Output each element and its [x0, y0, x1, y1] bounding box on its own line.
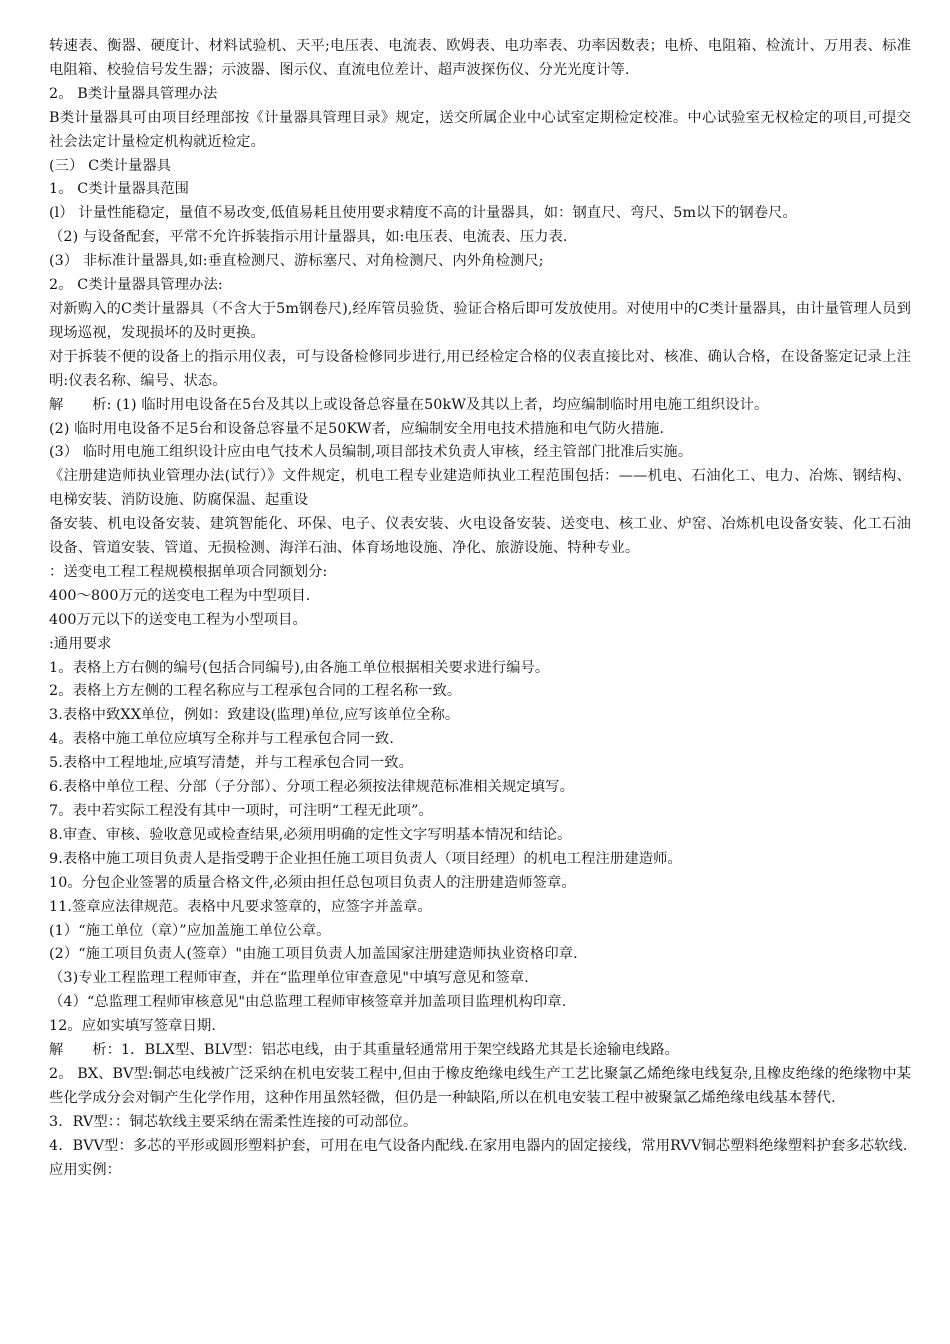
paragraph: (三） C类计量器具 [49, 157, 172, 174]
paragraph: 应用实例： [49, 1161, 121, 1178]
paragraph: 4。表格中施工单位应填写全称并与工程承包合同一致. [49, 731, 394, 748]
paragraph: 1。表格上方右侧的编号(包括合同编号),由各施工单位根据相关要求进行编号。 [49, 659, 550, 676]
paragraph: 2。 C类计量器具管理办法: [49, 277, 223, 294]
paragraph: 转速表、衡器、硬度计、材料试验机、天平;电压表、电流表、欧姆表、电功率表、功率因数表；电桥、电阻箱、检流计、万用表、标准电阻箱、校验信号发生器；示波器、图示仪、直流电位差计、超声波探伤仪、分光光度计等. [49, 38, 911, 78]
paragraph: 9.表格中施工项目负责人是指受聘于企业担任施工项目负责人（项目经理）的机电工程注册建造师。 [49, 850, 682, 867]
paragraph: 1。 C类计量器具范围 [49, 181, 190, 198]
paragraph: 7。表中若实际工程没有其中一项时，可注明“工程无此项”。 [49, 803, 433, 819]
paragraph: 《注册建造师执业管理办法(试行）》文件规定，机电工程专业建造师执业工程范围包括：——机电、石油化工、电力、冶炼、钢结构、电梯安装、消防设施、防腐保温、起重设 [49, 468, 911, 509]
paragraph: 10。分包企业签署的质量合格文件,必须由担任总包项目负责人的注册建造师签章。 [49, 874, 576, 891]
paragraph: 解 析：1．BLX型、BLV型：铝芯电线，由于其重量轻通常用于架空线路尤其是长途输电线路。 [49, 1042, 680, 1059]
paragraph: 5.表格中工程地址,应填写清楚，并与工程承包合同一致。 [49, 755, 414, 772]
paragraph: 8.审查、审核、验收意见或检查结果,必须用明确的定性文字写明基本情况和结论。 [49, 826, 572, 843]
paragraph: (3） 非标准计量器具,如:垂直检测尺、游标塞尺、对角检测尺、内外角检测尺; [49, 253, 544, 270]
paragraph: (2) 临时用电设备不足5台和设备总容量不足50KW者，应编制安全用电技术措施和电气防火措施. [49, 420, 665, 437]
paragraph: 6.表格中单位工程、分部（子分部）、分项工程必须按法律规范标准相关规定填写。 [49, 779, 574, 796]
paragraph: （4）“总监理工程师审核意见"由总监理工程师审核签章并加盖项目监理机构印章. [49, 994, 567, 1011]
paragraph: 12。应如实填写签章日期. [49, 1018, 217, 1035]
paragraph: （3)专业工程监理工程师审查，并在“监理单位审查意见"中填写意见和签章. [49, 970, 529, 987]
paragraph: (2）“施工项目负责人(签章）"由施工项目负责人加盖国家注册建造师执业资格印章. [49, 946, 578, 963]
paragraph: 400万元以下的送变电工程为小型项目。 [49, 611, 307, 628]
paragraph: 2。 BX、BV型:铜芯电线被广泛采纳在机电安装工程中,但由于橡皮绝缘电线生产工艺比聚氯乙烯绝缘电线复杂,且橡皮绝缘的绝缘物中某些化学成分会对铜产生化学作用，这种作用虽然轻微，但仍是一种缺陷,所以在机电安装工程中被聚氯乙烯绝缘电线基本替代. [49, 1065, 911, 1106]
paragraph: (l） 计量性能稳定，量值不易改变,低值易耗且使用要求精度不高的计量器具，如：钢直尺、弯尺、5m以下的钢卷尺。 [49, 205, 797, 222]
paragraph: 3．RV型：：铜芯软线主要采纳在需柔性连接的可动部位。 [49, 1113, 418, 1130]
paragraph: 备安装、机电设备安装、建筑智能化、环保、电子、仪表安装、火电设备安装、送变电、核工业、炉窑、冶炼机电设备安装、化工石油设备、管道安装、管道、无损检测、海洋石油、体育场地设施、净化、旅游设施、特种专业。 [49, 516, 911, 557]
paragraph: (1）“施工单位（章）”应加盖施工单位公章。 [49, 922, 331, 939]
paragraph: 3.表格中致XX单位，例如：致建设(监理)单位,应写该单位全称。 [49, 707, 460, 724]
paragraph: 2。 B类计量器具管理办法 [49, 85, 218, 102]
paragraph: 对于拆装不便的设备上的指示用仪表，可与设备检修同步进行,用已经检定合格的仪表直接比对、核准、确认合格，在设备鉴定记录上注明:仪表名称、编号、状态。 [49, 348, 911, 389]
paragraph: B类计量器具可由项目经理部按《计量器具管理目录》规定，送交所属企业中心试室定期检定校准。中心试验室无权检定的项目,可提交社会法定计量检定机构就近检定。 [49, 109, 911, 150]
paragraph: :通用要求 [49, 635, 112, 652]
paragraph: 2。表格上方左侧的工程名称应与工程承包合同的工程名称一致。 [49, 683, 462, 700]
paragraph: 4．BVV型：多芯的平形或圆形塑料护套，可用在电气设备内配线.在家用电器内的固定接线，常用RVV铜芯塑料绝缘塑料护套多芯软线. [49, 1137, 908, 1154]
paragraph: 400～800万元的送变电工程为中型项目. [49, 587, 311, 604]
paragraph: （2) 与设备配套，平常不允许拆装指示用计量器具，如:电压表、电流表、压力表. [49, 229, 568, 246]
paragraph: 11.签章应法律规范。表格中凡要求签章的，应签字并盖章。 [49, 898, 432, 915]
paragraph: 解 析: (1) 临时用电设备在5台及其以上或设备总容量在50kW及其以上者，均应编制临时用电施工组织设计。 [49, 396, 769, 413]
document-body [49, 35, 911, 1183]
paragraph: ：送变电工程工程规模根据单项合同额划分: [49, 563, 328, 580]
paragraph: 对新购入的C类计量器具（不含大于5m钢卷尺),经库管员验货、验证合格后即可发放使用。对使用中的C类计量器具，由计量管理人员到现场巡视，发现损坏的及时更换。 [49, 300, 911, 341]
paragraph: (3） 临时用电施工组织设计应由电气技术人员编制,项目部技术负责人审核，经主管部门批准后实施。 [49, 444, 693, 461]
